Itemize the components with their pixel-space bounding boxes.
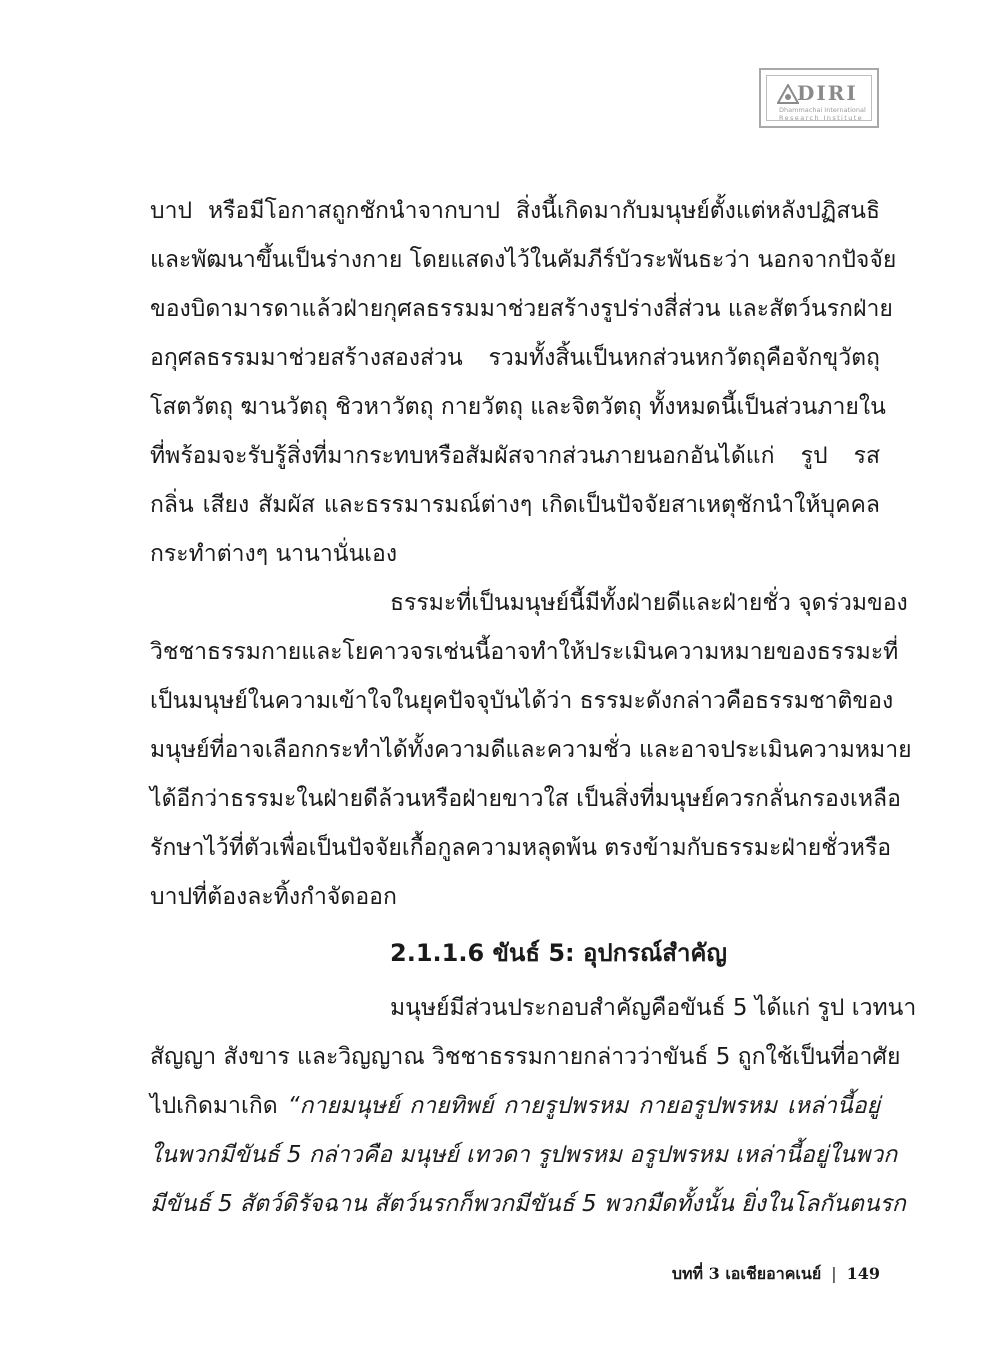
text-line-quote: มีขันธ์ 5 สัตว์ดิรัจฉาน สัตว์นรกก็พวกมีขันธ์ 5 พวกมืดทั้งนั้น ยิ่งในโลกันตนรก [150,1191,906,1217]
text-line: ธรรมะที่เป็นมนุษย์นี้มีทั้งฝ่ายดีและฝ่ายชั่ว จุดร่วมของ [390,590,908,616]
text-line: สัญญา สังขาร และวิญญาณ วิชชาธรรมกายกล่าวว่าขันธ์ 5 ถูกใช้เป็นที่อาศัย [150,1044,901,1070]
text-line: และพัฒนาขึ้นเป็นร่างกาย โดยแสดงไว้ในคัมภีร์บัวระพันธะว่า นอกจากปัจจัย [150,247,897,273]
page-body [150,187,917,1229]
text-normal: ไปเกิดมาเกิด [150,1093,288,1119]
page-number: 149 [846,1264,880,1283]
text-line: ที่พร้อมจะรับรู้สิ่งที่มากระทบหรือสัมผัสจากส่วนภายนอกอันได้แก่ รูป รส [150,443,880,469]
section-heading: 2.1.1.6 ขันธ์ 5: อุปกรณ์สำคัญ [390,939,727,967]
text-line: กระทำต่างๆ นานานั่นเอง [150,541,398,567]
paragraph-3 [150,984,917,1229]
paragraph-2 [150,579,912,922]
logo-wordmark: DIRI [797,81,858,105]
triangle-emblem-icon [777,84,799,104]
text-line: วิชชาธรรมกายและโยคาวจรเช่นนี้อาจทำให้ประเมินความหมายของธรรมะที่ [150,639,899,665]
logo-subtitle-2: Research Institute [779,114,864,122]
text-line: อกุศลธรรมมาช่วยสร้างสองส่วน รวมทั้งสิ้นเป็นหกส่วนหกวัตถุคือจักขุวัตถุ [150,345,880,371]
logo-subtitle-1: Dhammachai International [779,106,866,114]
text-line: บาปที่ต้องละทิ้งกำจัดออก [150,884,397,910]
paragraph-1 [150,187,897,579]
logo-frame [766,75,872,121]
text-line [150,1082,880,1131]
text-line: มนุษย์ที่อาจเลือกกระทำได้ทั้งความดีและความชั่ว และอาจประเมินความหมาย [150,737,912,763]
text-line: บาป หรือมีโอกาสถูกชักนำจากบาป สิ่งนี้เกิดมากับมนุษย์ตั้งแต่หลังปฏิสนธิ [150,198,880,224]
text-line: รักษาไว้ที่ตัวเพื่อเป็นปัจจัยเกื้อกูลความหลุดพ้น ตรงข้ามกับธรรมะฝ่ายชั่วหรือ [150,835,892,861]
text-quote: “กายมนุษย์ กายทิพย์ กายรูปพรหม กายอรูปพรหม เหล่านี้อยู่ [287,1093,880,1119]
text-line: โสตวัตถุ ฆานวัตถุ ชิวหาวัตถุ กายวัตถุ และจิตวัตถุ ทั้งหมดนี้เป็นส่วนภายใน [150,394,886,420]
text-line: มนุษย์มีส่วนประกอบสำคัญคือขันธ์ 5 ได้แก่ รูป เวทนา [390,995,917,1021]
text-line: เป็นมนุษย์ในความเข้าใจในยุคปัจจุบันได้ว่า ธรรมะดังกล่าวคือธรรมชาติของ [150,688,894,714]
text-line: ของบิดามารดาแล้วฝ่ายกุศลธรรมมาช่วยสร้างรูปร่างสี่ส่วน และสัตว์นรกฝ่าย [150,296,893,322]
text-line: ได้อีกว่าธรรมะในฝ่ายดีล้วนหรือฝ่ายขาวใส เป็นสิ่งที่มนุษย์ควรกลั่นกรองเหลือ [150,786,901,812]
text-line-quote: ในพวกมีขันธ์ 5 กล่าวคือ มนุษย์ เทวดา รูปพรหม อรูปพรหม เหล่านี้อยู่ในพวก [150,1142,898,1168]
diri-logo [759,68,879,128]
page-footer [672,1262,880,1287]
chapter-title: บทที่ 3 เอเชียอาคเนย์ [671,1264,822,1283]
text-line: กลิ่น เสียง สัมผัส และธรรมารมณ์ต่างๆ เกิดเป็นปัจจัยสาเหตุชักนำให้บุคคล [150,492,880,518]
footer-separator: | [831,1264,837,1283]
